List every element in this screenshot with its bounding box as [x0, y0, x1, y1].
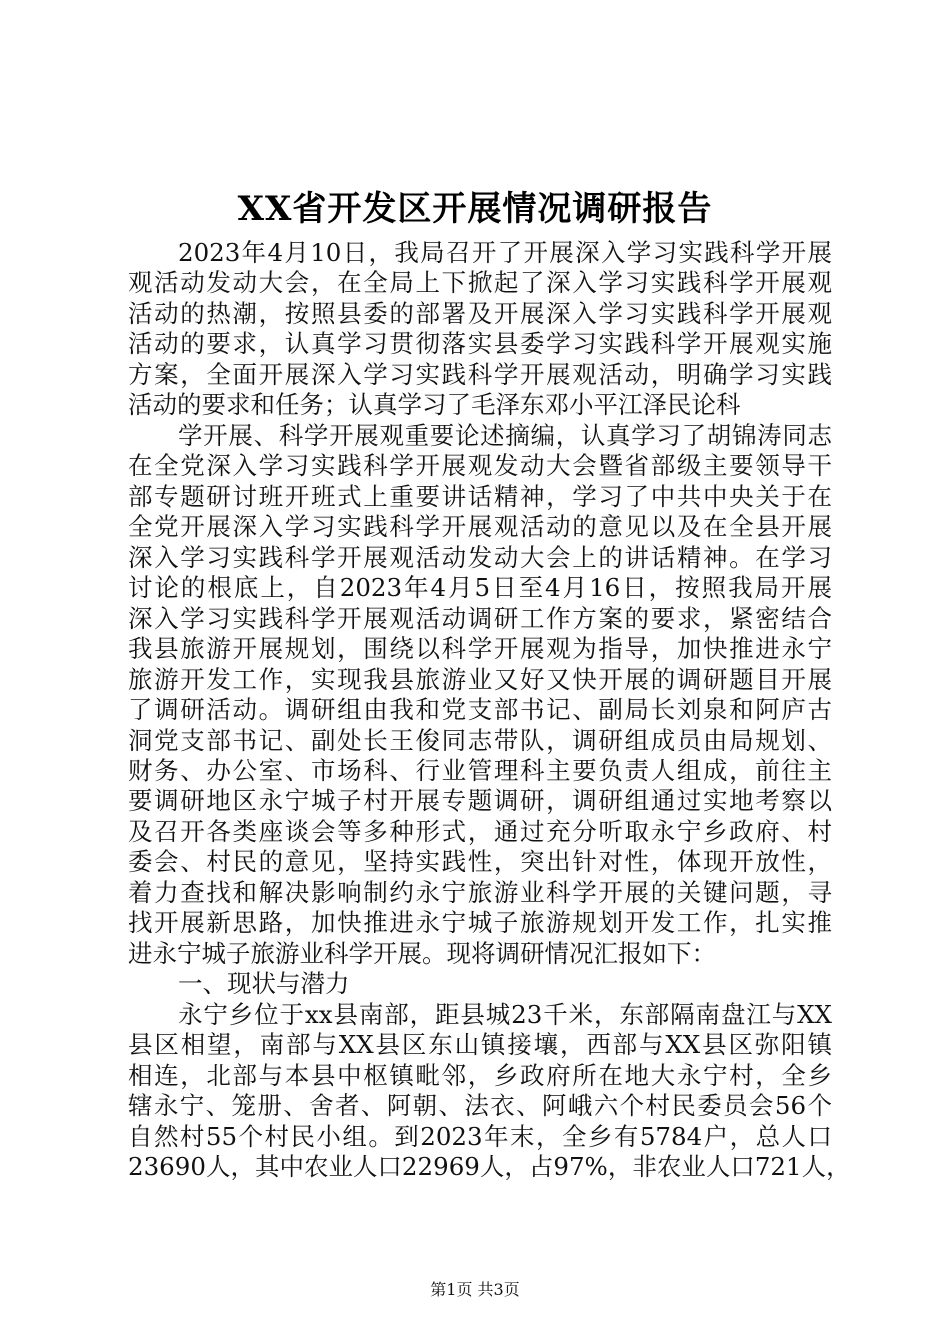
- text-line: 要调研地区永宁城子村开展专题调研，调研组通过实地考察以: [128, 786, 832, 816]
- text-line: 县区相望，南部与XX县区东山镇接壤，西部与XX县区弥阳镇: [128, 1030, 832, 1060]
- text-line: 财务、办公室、市场科、行业管理科主要负责人组成，前往主: [128, 755, 832, 785]
- document-body: [128, 238, 851, 1183]
- text-line: 自然村55个村民小组。到2023年末，全乡有5784户，总人口: [128, 1121, 832, 1151]
- text-line: 活动的要求，认真学习贯彻落实县委学习实践科学开展观实施: [128, 329, 832, 359]
- text-line: 辖永宁、笼册、舍者、阿朝、法衣、阿峨六个村民委员会56个: [128, 1091, 832, 1121]
- paragraph-first-line: 一、现状与潜力: [178, 969, 350, 999]
- text-line: 在全党深入学习实践科学开展观发动大会暨省部级主要领导干: [128, 451, 832, 481]
- text-line: 委会、村民的意见，坚持实践性，突出针对性，体现开放性，: [128, 847, 832, 877]
- text-line: 方案，全面开展深入学习实践科学开展观活动，明确学习实践: [128, 359, 832, 389]
- document-title: XX省开发区开展情况调研报告: [237, 189, 713, 229]
- text-line: 及召开各类座谈会等多种形式，通过充分听取永宁乡政府、村: [128, 816, 832, 846]
- text-line: 着力查找和解决影响制约永宁旅游业科学开展的关键问题，寻: [128, 877, 832, 907]
- text-line: 观活动发动大会，在全局上下掀起了深入学习实践科学开展观: [128, 268, 832, 298]
- text-line: 活动的要求和任务；认真学习了毛泽东邓小平江泽民论科: [128, 390, 741, 420]
- text-line: 了调研活动。调研组由我和党支部书记、副局长刘泉和阿庐古: [128, 695, 832, 725]
- text-line: 进永宁城子旅游业科学开展。现将调研情况汇报如下：: [128, 938, 716, 968]
- paragraph-first-line: 永宁乡位于xx县南部，距县城23千米，东部隔南盘江与XX: [178, 999, 832, 1029]
- text-line: 旅游开发工作，实现我县旅游业又好又快开展的调研题目开展: [128, 664, 832, 694]
- text-line: 我县旅游开展规划，围绕以科学开展观为指导，加快推进永宁: [128, 634, 832, 664]
- text-line: 深入学习实践科学开展观活动调研工作方案的要求，紧密结合: [128, 603, 832, 633]
- text-line: 23690人，其中农业人口22969人，占97%，非农业人口721人，: [128, 1152, 851, 1182]
- text-line: 活动的热潮，按照县委的部署及开展深入学习实践科学开展观: [128, 298, 832, 328]
- text-line: 深入学习实践科学开展观活动发动大会上的讲话精神。在学习: [128, 542, 832, 572]
- page-number-footer: 第1页 共3页: [430, 1280, 520, 1299]
- text-line: 部专题研讨班开班式上重要讲话精神，学习了中共中央关于在: [128, 481, 832, 511]
- text-line: 找开展新思路，加快推进永宁城子旅游规划开发工作，扎实推: [128, 908, 832, 938]
- text-line: 全党开展深入学习实践科学开展观活动的意见以及在全县开展: [128, 512, 832, 542]
- text-line: 洞党支部书记、副处长王俊同志带队，调研组成员由局规划、: [128, 725, 832, 755]
- paragraph-first-line: 2023年4月10日，我局召开了开展深入学习实践科学开展: [178, 238, 832, 267]
- text-line: 讨论的根底上，自2023年4月5日至4月16日，按照我局开展: [128, 573, 832, 603]
- paragraph-first-line: 学开展、科学开展观重要论述摘编，认真学习了胡锦涛同志: [178, 420, 832, 450]
- text-line: 相连，北部与本县中枢镇毗邻，乡政府所在地大永宁村，全乡: [128, 1060, 832, 1090]
